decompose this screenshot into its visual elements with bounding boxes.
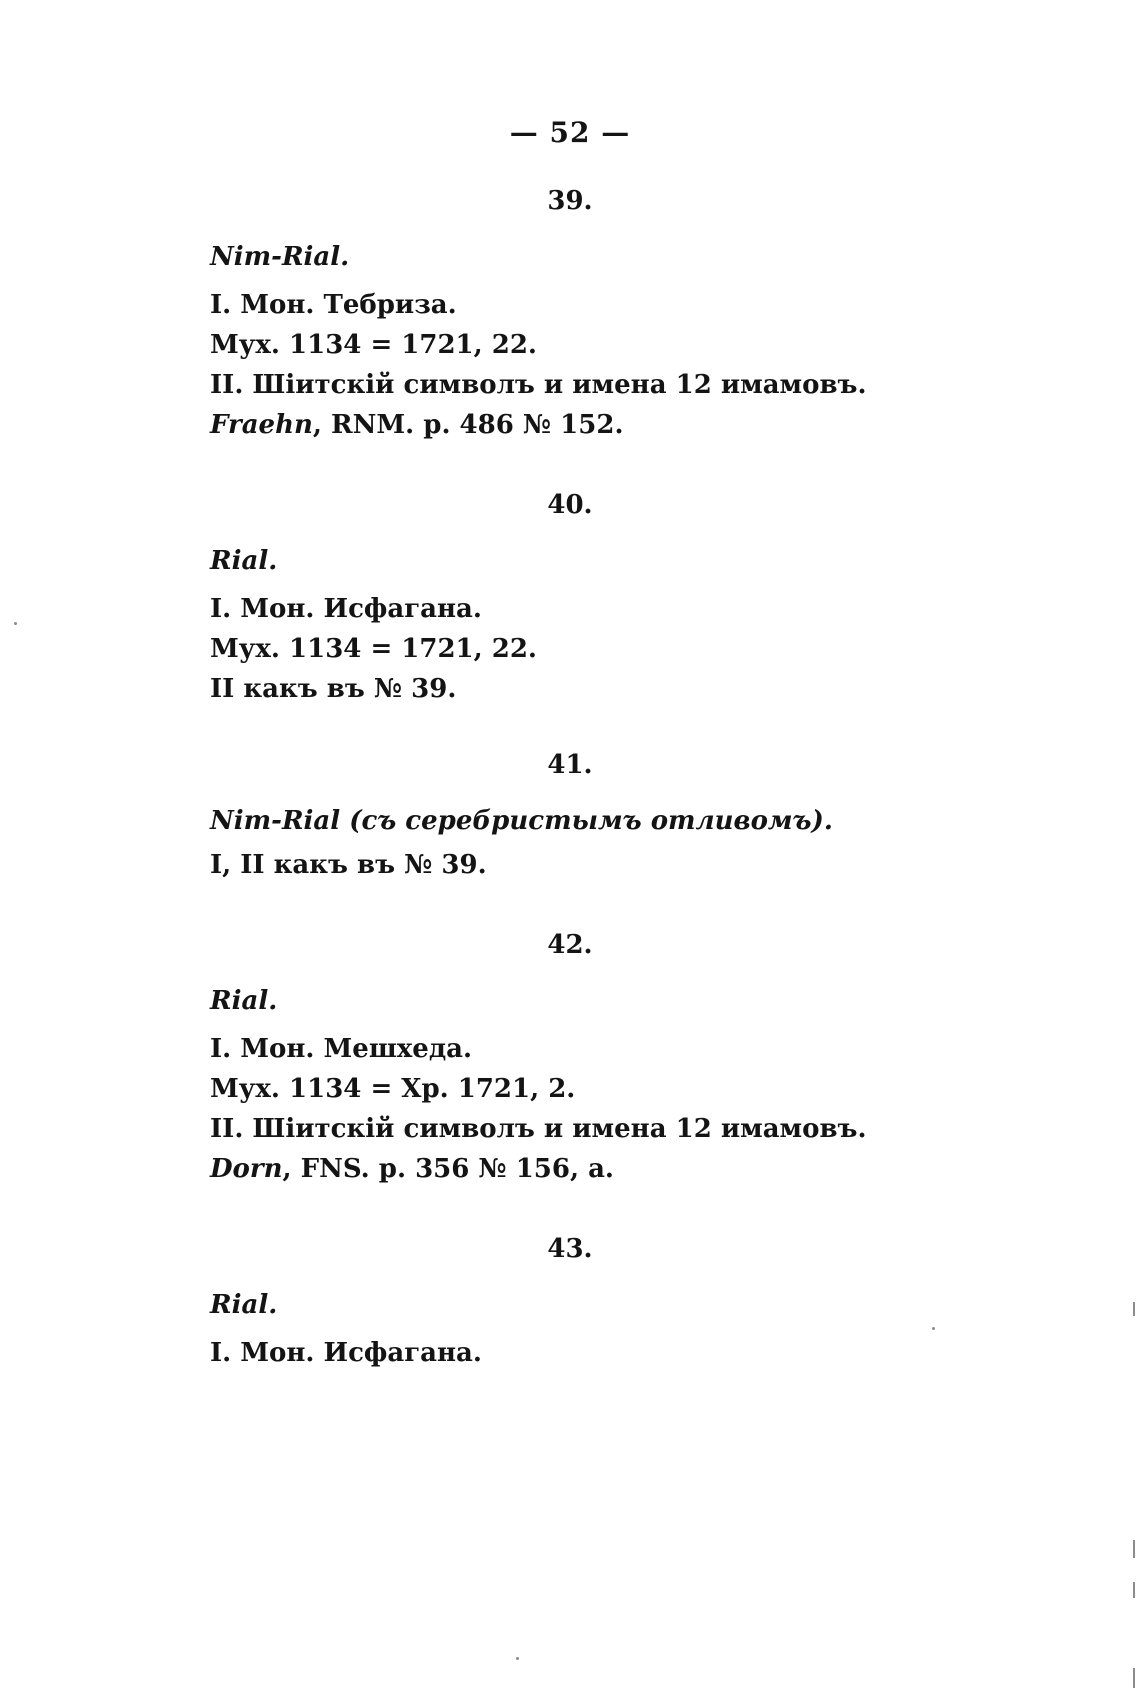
scan-mark	[1133, 1540, 1135, 1558]
entry-number-41: 41.	[547, 750, 593, 780]
coin-name: Rial.	[210, 1290, 278, 1320]
scan-mark	[14, 622, 17, 625]
entry-line: Мух. 1134 = 1721, 22.	[210, 634, 537, 664]
coin-name: Rial.	[210, 546, 278, 576]
reference-author: Fraehn	[210, 410, 313, 440]
coin-name: Nim-Rial (съ серебристымъ отливомъ).	[210, 806, 833, 836]
scan-mark	[1133, 1668, 1135, 1688]
reference-detail: , FNS. p. 356 № 156, a.	[282, 1154, 614, 1184]
entry-line: I, II какъ въ № 39.	[210, 850, 487, 880]
scan-mark	[932, 1327, 935, 1330]
page-number: — 52 —	[509, 116, 631, 149]
entry-line: I. Мон. Тебриза.	[210, 290, 457, 320]
entry-number-40: 40.	[547, 490, 593, 520]
reference-detail: , RNM. p. 486 № 152.	[312, 410, 624, 440]
entry-number-39: 39.	[547, 186, 593, 216]
entry-line: II. Шiитскiй символъ и имена 12 имамовъ.	[210, 1114, 867, 1144]
entry-number-42: 42.	[547, 930, 593, 960]
scan-mark	[1133, 1582, 1135, 1598]
reference-line	[210, 1154, 614, 1184]
entry-line: I. Мон. Мешхеда.	[210, 1034, 473, 1064]
scan-mark	[1133, 1302, 1135, 1316]
reference-author: Dorn	[210, 1154, 283, 1184]
entry-number-43: 43.	[547, 1234, 593, 1264]
entry-line: Мух. 1134 = Хр. 1721, 2.	[210, 1074, 576, 1104]
coin-name: Rial.	[210, 986, 278, 1016]
coin-name: Nim-Rial.	[210, 242, 350, 272]
entry-line: Мух. 1134 = 1721, 22.	[210, 330, 537, 360]
entry-line: I. Мон. Исфагана.	[210, 594, 482, 624]
entry-line: I. Мон. Исфагана.	[210, 1338, 482, 1368]
entry-line: II. Шiитскiй символъ и имена 12 имамовъ.	[210, 370, 867, 400]
entry-line: II какъ въ № 39.	[210, 674, 457, 704]
scan-mark	[516, 1657, 519, 1660]
reference-line	[210, 410, 624, 440]
